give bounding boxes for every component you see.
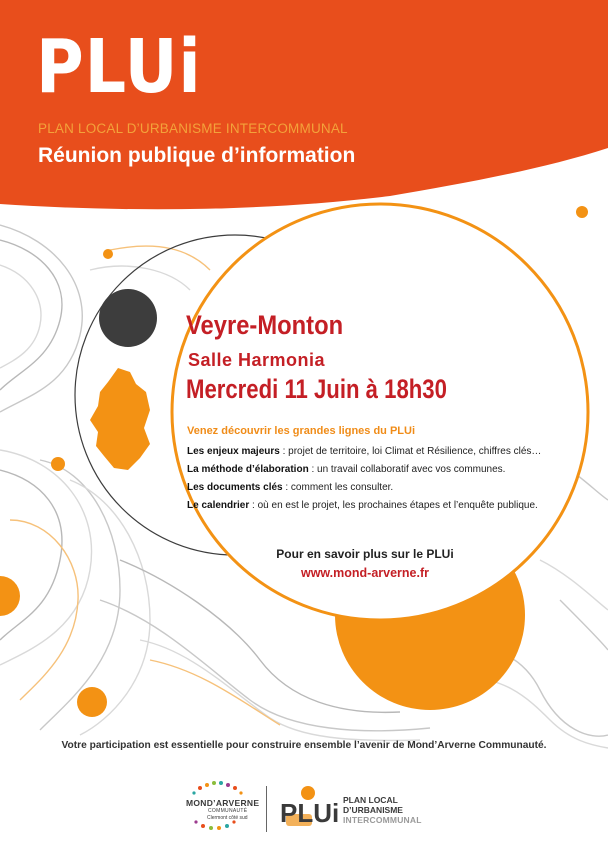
topic-text: : projet de territoire, loi Climat et Résilience, chiffres clés… (279, 446, 542, 457)
topic-item (187, 443, 587, 461)
website-link[interactable]: www.mond-arverne.fr (300, 566, 430, 580)
event-date: Mercredi 11 Juin à 18h30 (186, 374, 447, 404)
plui-logo-text (343, 795, 403, 815)
topic-term: Les documents clés (187, 482, 283, 493)
more-info-text: Pour en savoir plus sur le PLUi (276, 547, 454, 561)
orange-half-circle-left (0, 576, 20, 616)
topic-term: Les enjeux majeurs (187, 446, 280, 457)
plui-logo-line2: D’URBANISME (343, 805, 403, 815)
participation-note: Votre participation est essentielle pour construire ensemble l’avenir de Mond’Arverne Communauté. (61, 740, 547, 751)
page-title: PLUi (36, 24, 202, 110)
orange-dot-small (103, 249, 113, 259)
plui-logo-mark (280, 786, 339, 828)
orange-dot-bottom (77, 687, 107, 717)
orange-dot-top-right (576, 206, 588, 218)
topic-item (187, 497, 587, 515)
topic-text: : un travail collaboratif avec vos communes. (308, 464, 506, 475)
dark-circle (99, 289, 157, 347)
plui-logo-line1: PLAN LOCAL (343, 795, 398, 805)
org-logo-line2: COMMUNAUTÉ (208, 808, 248, 814)
topic-text: : comment les consulter. (282, 482, 394, 493)
logo-divider (266, 786, 267, 832)
org-logo-name: MOND’ARVERNE (186, 798, 260, 808)
territory-map-shape (90, 368, 150, 470)
intro-text: Venez découvrir les grandes lignes du PLUi (187, 425, 416, 437)
topics-list (187, 443, 587, 515)
topic-term: La méthode d’élaboration (187, 464, 309, 475)
event-venue: Salle Harmonia (188, 350, 326, 370)
topic-item (187, 479, 587, 497)
plui-logo-line3: INTERCOMMUNAL (343, 815, 422, 825)
orange-dot-left (51, 457, 65, 471)
topic-item (187, 461, 587, 479)
event-town: Veyre-Monton (186, 310, 344, 340)
org-logo-line3: Clermont côté sud (207, 815, 248, 821)
meeting-heading: Réunion publique d’information (38, 144, 356, 167)
topic-text: : où en est le projet, les prochaines étapes et l’enquête publique. (249, 500, 538, 511)
page-subtitle: PLAN LOCAL D’URBANISME INTERCOMMUNAL (38, 121, 348, 136)
topic-term: Le calendrier (187, 500, 250, 511)
svg-text:PLUi: PLUi (280, 798, 340, 828)
